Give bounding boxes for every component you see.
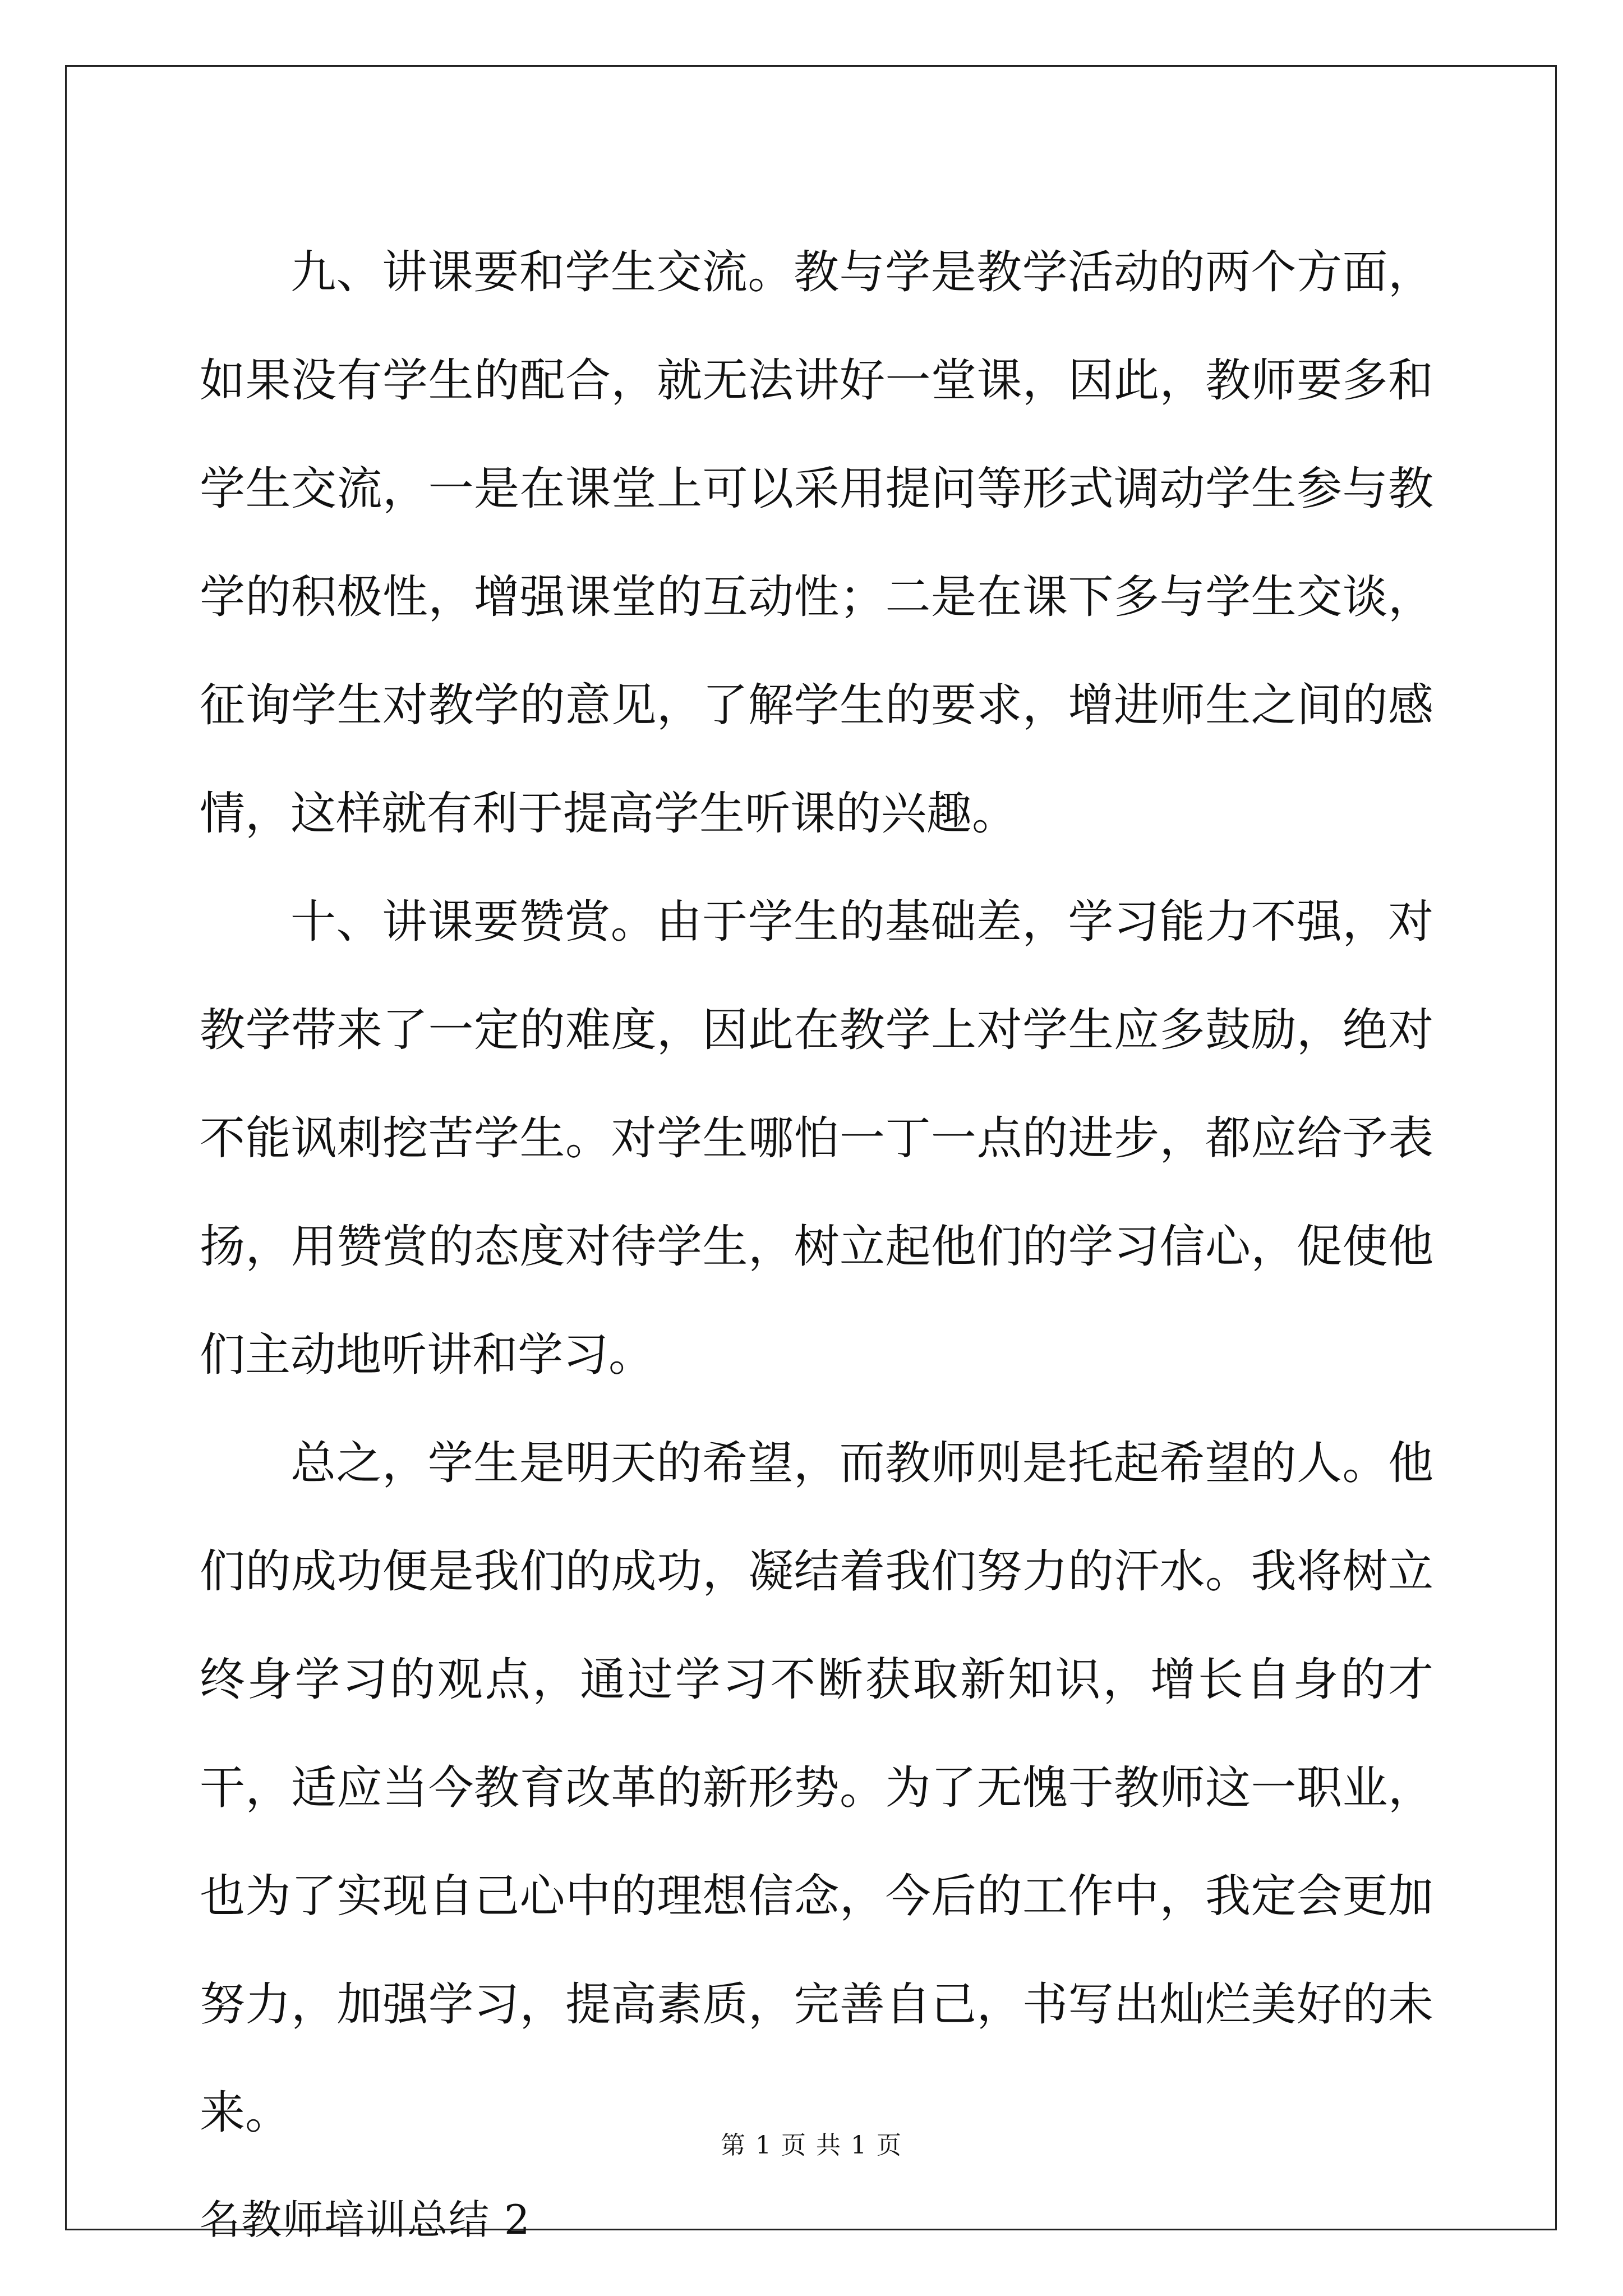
section-heading: 名教师培训总结 2 — [200, 2196, 531, 2243]
paragraph-conclusion: 总之，学生是明天的希望，而教师则是托起希望的人。他们的成功便是我们的成功，凝结着我们努力的汗水。我将树立终身学习的观点，通过学习不断获取新知识，增长自身的才干，适应当今教育改革的新形势。为了无愧于教师这一职业，也为了实现自己心中的理想信念，今后的工作中，我定会更加努力，加强学习，提高素质，完善自己，书写出灿烂美好的未来。 — [200, 1437, 1433, 2139]
document-body — [200, 219, 1433, 2272]
paragraph-ten: 十、讲课要赞赏。由于学生的基础差，学习能力不强，对教学带来了一定的难度，因此在教学上对学生应多鼓励，绝对不能讽刺挖苦学生。对学生哪怕一丁一点的进步，都应给予表扬，用赞赏的态度对待学生，树立起他们的学习信心，促使他们主动地听讲和学习。 — [200, 896, 1433, 1382]
paragraph-nine: 九、讲课要和学生交流。教与学是教学活动的两个方面，如果没有学生的配合，就无法讲好一堂课，因此，教师要多和学生交流，一是在课堂上可以采用提问等形式调动学生参与教学的积极性，增强课堂的互动性；二是在课下多与学生交谈，征询学生对教学的意见，了解学生的要求，增进师生之间的感情，这样就有利于提高学生听课的兴趣。 — [200, 246, 1433, 840]
page-footer: 第 1 页 共 1 页 — [721, 2131, 902, 2160]
